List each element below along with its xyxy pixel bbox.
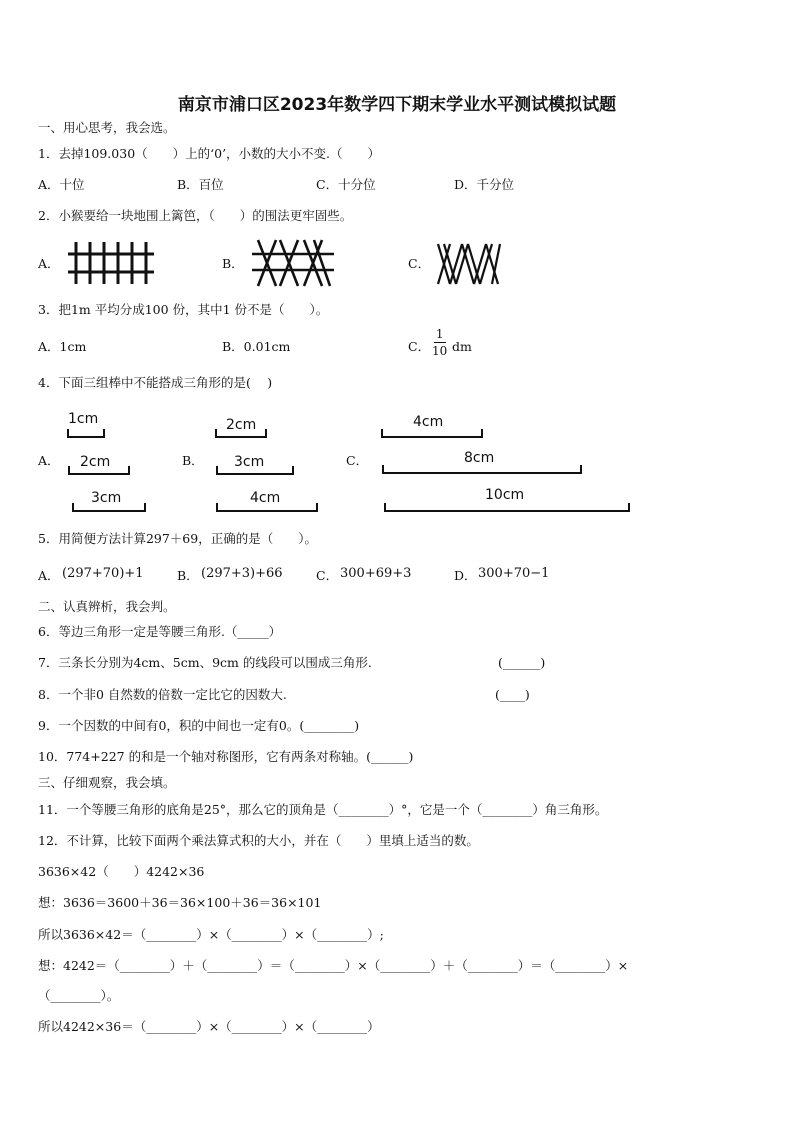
question-10: 10．774+227 的和是一个轴对称图形，它有两条对称轴。(______) bbox=[38, 749, 414, 764]
q3-option-c: C． bbox=[408, 339, 431, 354]
fraction-denominator: 10 bbox=[432, 344, 448, 358]
q5-option-d-expression: 300+70−1 bbox=[478, 566, 550, 581]
stick-a1 bbox=[67, 428, 105, 440]
q12-step-1: 所以3636×42＝（________）×（________）×（________）; bbox=[38, 927, 384, 942]
q5-option-a: A． bbox=[38, 568, 60, 583]
stick-a3-label: 3cm bbox=[91, 490, 122, 506]
question-9: 9．一个因数的中间有0，积的中间也一定有0。(________) bbox=[38, 718, 360, 733]
question-7: 7．三条长分别为4cm、5cm、9cm 的线段可以围成三角形. bbox=[38, 655, 372, 670]
stick-c3-label: 10cm bbox=[485, 487, 525, 503]
q1-option-d: D．千分位 bbox=[454, 177, 515, 192]
fence-grid-figure bbox=[68, 240, 156, 286]
question-4: 4．下面三组棒中不能搭成三角形的是( ) bbox=[38, 375, 273, 390]
section-2-heading: 二、认真辨析，我会判。 bbox=[38, 599, 176, 614]
question-11: 11．一个等腰三角形的底角是25°，那么它的顶角是（________）°，它是一个（________）角三角形。 bbox=[38, 802, 608, 817]
q5-option-c-expression: 300+69+3 bbox=[340, 566, 412, 581]
stick-c2 bbox=[382, 464, 582, 476]
stick-a2 bbox=[68, 465, 130, 477]
stick-b2-label: 3cm bbox=[234, 454, 265, 470]
stick-c3 bbox=[384, 502, 630, 514]
section-1-heading: 一、用心思考，我会选。 bbox=[38, 120, 176, 135]
q5-option-b: B． bbox=[177, 568, 199, 583]
stick-a3 bbox=[72, 502, 146, 514]
q4-option-a: A． bbox=[38, 453, 60, 468]
q4-option-c: C． bbox=[346, 453, 369, 468]
stick-c2-label: 8cm bbox=[464, 450, 495, 466]
stick-c1-label: 4cm bbox=[413, 414, 444, 430]
fraction-numerator: 1 bbox=[435, 327, 444, 341]
stick-b3 bbox=[216, 502, 318, 514]
q8-answer-blank[interactable]: (____) bbox=[495, 687, 530, 702]
fence-crossed-grid-figure bbox=[252, 238, 334, 288]
question-12: 12．不计算，比较下面两个乘法算式积的大小，并在（ ）里填上适当的数。 bbox=[38, 833, 479, 848]
q2-option-b: B． bbox=[222, 256, 244, 271]
q2-option-a: A． bbox=[38, 256, 60, 271]
q1-option-c: C．十分位 bbox=[316, 177, 376, 192]
q3-fraction-unit: dm bbox=[452, 339, 472, 354]
stick-b1-label: 2cm bbox=[226, 417, 257, 433]
q2-option-c: C． bbox=[408, 256, 431, 271]
q12-hint-2: 想：4242＝（________）＋（________）＝（________）×（________）＋（________）＝（________）× bbox=[38, 958, 629, 973]
stick-b1 bbox=[215, 428, 267, 440]
fence-zigzag-figure bbox=[436, 242, 502, 286]
question-5: 5．用简便方法计算297＋69，正确的是（ ）。 bbox=[38, 531, 317, 546]
q4-option-b: B． bbox=[182, 453, 204, 468]
question-2: 2．小猴要给一块地围上篱笆，（ ）的围法更牢固些。 bbox=[38, 208, 353, 223]
q12-comparison: 3636×42（ ）4242×36 bbox=[38, 864, 205, 879]
q1-option-a: A．十位 bbox=[38, 177, 85, 192]
stick-a2-label: 2cm bbox=[80, 454, 111, 470]
q5-option-c: C． bbox=[316, 568, 339, 583]
question-1: 1．去掉109.030（ ）上的‘0’，小数的大小不变.（ ） bbox=[38, 146, 381, 161]
q7-answer-blank[interactable]: (______) bbox=[498, 655, 546, 670]
fraction-bar bbox=[434, 342, 446, 343]
q1-option-b: B．百位 bbox=[177, 177, 224, 192]
q3-option-b: B．0.01cm bbox=[222, 339, 291, 354]
q3-option-a: A．1cm bbox=[38, 339, 87, 354]
question-6: 6．等边三角形一定是等腰三角形.（_____） bbox=[38, 624, 282, 639]
q5-option-b-expression: (297+3)+66 bbox=[201, 566, 283, 581]
q3-fraction bbox=[432, 327, 447, 358]
q5-option-a-expression: (297+70)+1 bbox=[62, 566, 144, 581]
question-8: 8．一个非0 自然数的倍数一定比它的因数大. bbox=[38, 687, 287, 702]
stick-a1-label: 1cm bbox=[68, 411, 99, 427]
question-3: 3．把1m 平均分成100 份，其中1 份不是（ ）。 bbox=[38, 302, 329, 317]
stick-c1 bbox=[381, 428, 483, 440]
stick-b3-label: 4cm bbox=[250, 490, 281, 506]
page-title: 南京市浦口区2023年数学四下期末学业水平测试模拟试题 bbox=[177, 95, 617, 115]
stick-b2 bbox=[216, 465, 294, 477]
q5-option-d: D． bbox=[454, 568, 477, 583]
q12-hint-2-continued: （________）。 bbox=[38, 988, 120, 1003]
section-3-heading: 三、仔细观察，我会填。 bbox=[38, 775, 176, 790]
q12-step-2: 所以4242×36＝（________）×（________）×（________） bbox=[38, 1019, 380, 1034]
q12-hint-1: 想：3636＝3600＋36＝36×100＋36＝36×101 bbox=[38, 895, 322, 910]
